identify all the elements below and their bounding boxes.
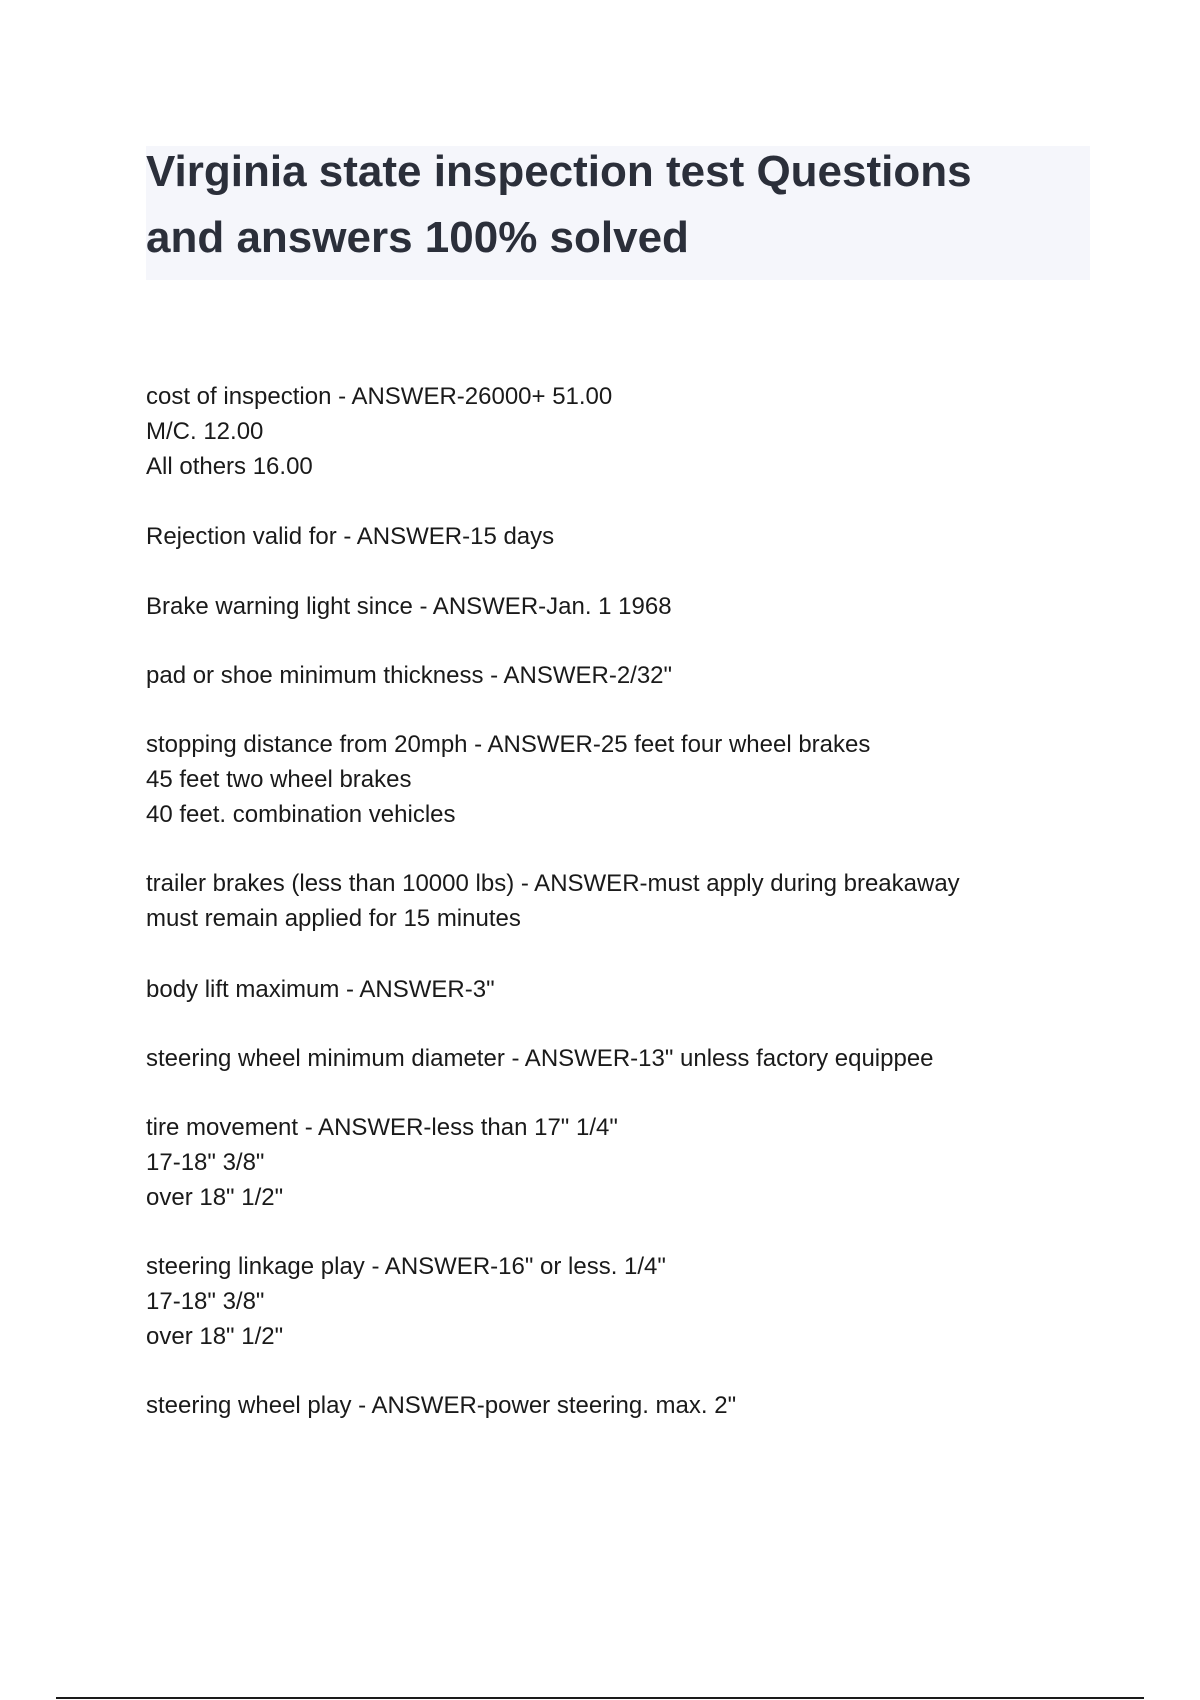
- qa-trailer-brakes: [146, 866, 960, 936]
- qa-steering-linkage-play: [146, 1249, 666, 1354]
- qa-line: over 18" 1/2": [146, 1184, 284, 1211]
- qa-line: 45 feet two wheel brakes: [146, 766, 412, 793]
- qa-line: pad or shoe minimum thickness - ANSWER-2/32": [146, 662, 673, 689]
- qa-line: cost of inspection - ANSWER-26000+ 51.00: [146, 383, 613, 410]
- document-title-box: [146, 146, 1090, 280]
- qa-brake-warning-light: [146, 589, 672, 624]
- qa-body-lift: [146, 972, 495, 1007]
- qa-line: must remain applied for 15 minutes: [146, 905, 521, 932]
- qa-line: All others 16.00: [146, 453, 313, 480]
- qa-line: Brake warning light since - ANSWER-Jan. 1 1968: [146, 593, 672, 620]
- qa-line: 40 feet. combination vehicles: [146, 801, 456, 828]
- qa-steering-wheel-play: [146, 1388, 736, 1423]
- qa-rejection-valid: [146, 519, 554, 554]
- qa-cost-of-inspection: [146, 379, 612, 484]
- qa-pad-shoe-thickness: [146, 658, 672, 693]
- qa-line: over 18" 1/2": [146, 1323, 284, 1350]
- qa-line: Rejection valid for - ANSWER-15 days: [146, 523, 555, 550]
- qa-line: steering wheel minimum diameter - ANSWER-13" unless factory equippee: [146, 1045, 934, 1072]
- qa-line: 17-18" 3/8": [146, 1149, 265, 1176]
- qa-line: stopping distance from 20mph - ANSWER-25 feet four wheel brakes: [146, 731, 871, 758]
- qa-tire-movement: [146, 1110, 618, 1215]
- qa-line: steering wheel play - ANSWER-power steering. max. 2": [146, 1392, 737, 1419]
- qa-line: 17-18" 3/8": [146, 1288, 265, 1315]
- qa-line: trailer brakes (less than 10000 lbs) - ANSWER-must apply during breakaway: [146, 870, 960, 897]
- qa-line: steering linkage play - ANSWER-16" or less. 1/4": [146, 1253, 666, 1280]
- document-title-line-2: and answers 100% solved: [146, 213, 689, 262]
- page-bottom-rule: [56, 1697, 1144, 1699]
- qa-line: body lift maximum - ANSWER-3": [146, 976, 495, 1003]
- document-title-line-1: Virginia state inspection test Questions: [146, 147, 972, 196]
- qa-line: M/C. 12.00: [146, 418, 264, 445]
- qa-steering-wheel-diameter: [146, 1041, 934, 1076]
- qa-line: tire movement - ANSWER-less than 17" 1/4": [146, 1114, 618, 1141]
- qa-stopping-distance: [146, 727, 870, 832]
